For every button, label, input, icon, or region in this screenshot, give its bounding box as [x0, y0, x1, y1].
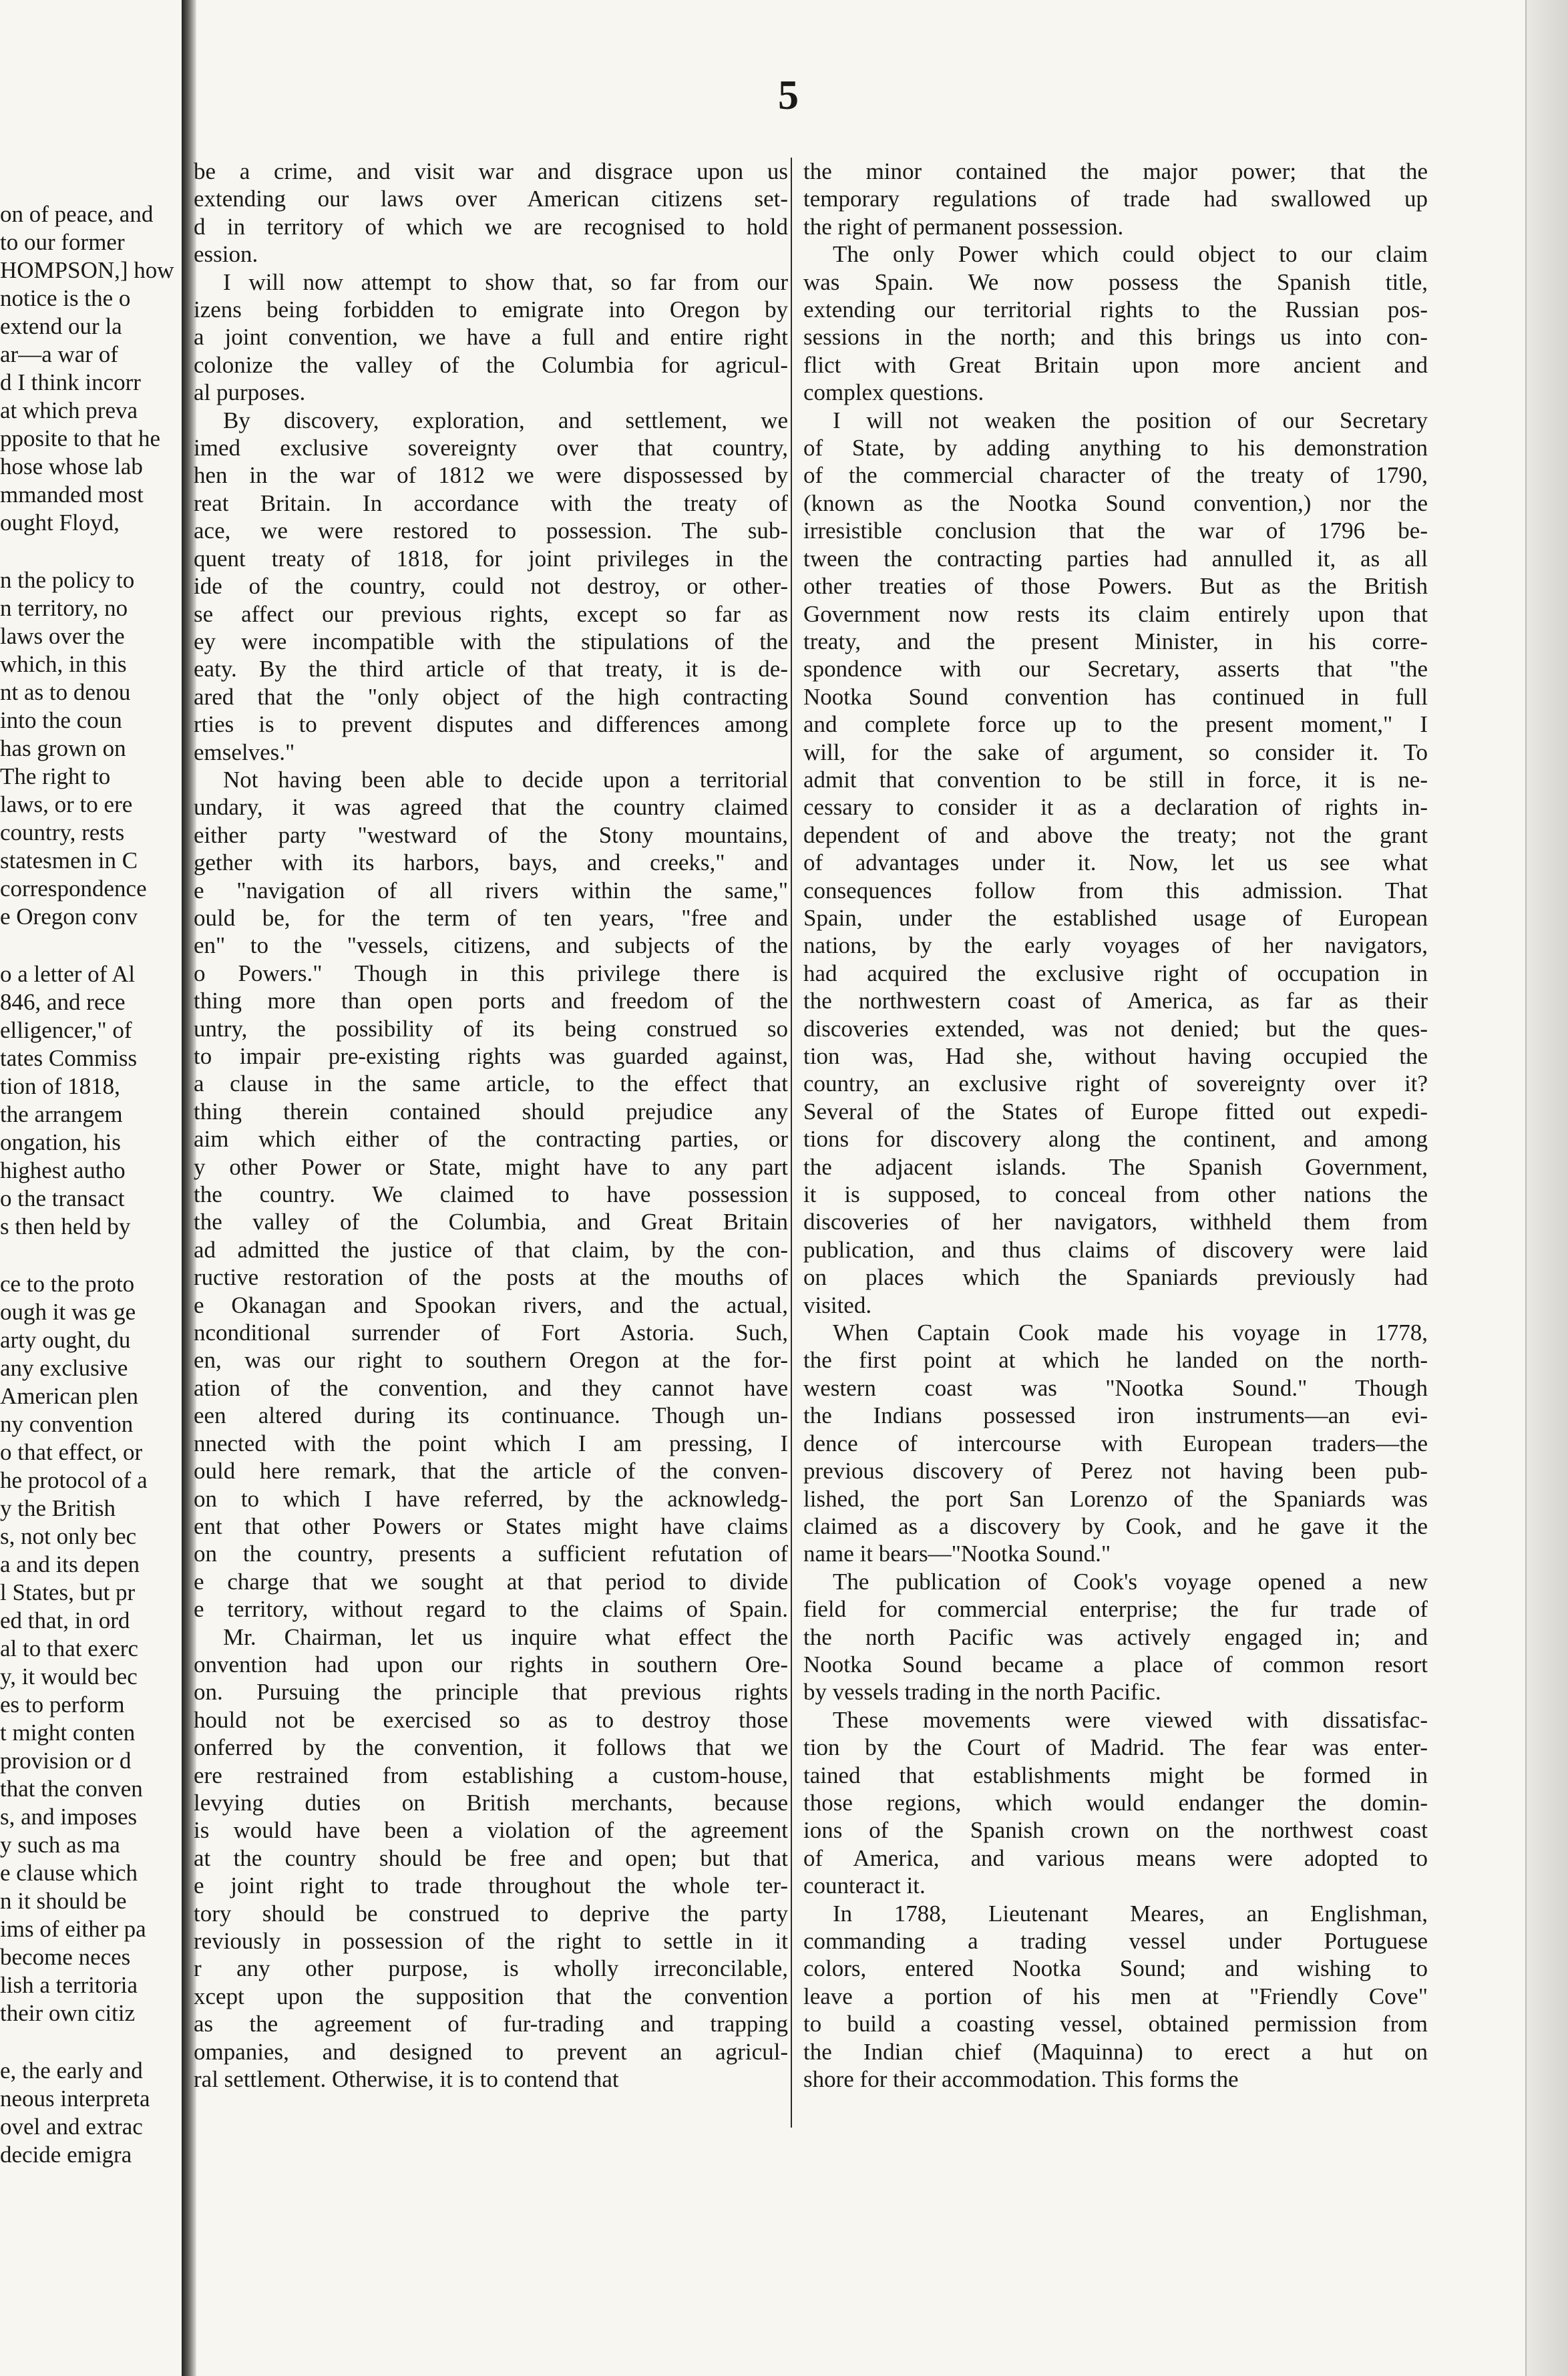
text-line: a and its depen — [0, 1551, 140, 1577]
text-line: on. Pursuing the principle that previous rights — [194, 1679, 788, 1706]
text-line: extend our la — [0, 313, 122, 339]
text-line: ared that the "only object of the high contracting — [194, 683, 788, 710]
text-line: ould here remark, that the article of the conven- — [194, 1458, 788, 1484]
text-line: consequences follow from this admission. That — [803, 877, 1428, 904]
text-line: the first point at which he landed on the north- — [803, 1347, 1428, 1374]
text-line: These movements were viewed with dissatisfac- — [833, 1706, 1428, 1733]
middle-text-column — [194, 158, 788, 2093]
text-line: the adjacent islands. The Spanish Government, — [803, 1153, 1428, 1180]
text-line: 846, and rece — [0, 989, 126, 1015]
text-line: a clause in the same article, to the effect that — [194, 1070, 788, 1097]
text-line: extending our laws over American citizens set- — [194, 186, 788, 212]
text-line: visited. — [803, 1292, 872, 1318]
text-line: field for commercial enterprise; the fur trade of — [803, 1596, 1428, 1623]
text-line: is would have been a violation of the agreement — [194, 1817, 788, 1844]
text-line: laws, or to ere — [0, 791, 133, 817]
text-line: temporary regulations of trade had swallowed up — [803, 186, 1428, 212]
text-line: either party "westward of the Stony mountains, — [194, 821, 788, 848]
right-text-column — [803, 158, 1428, 2093]
text-line: notice is the o — [0, 285, 131, 311]
text-line: discoveries extended, was not denied; but the ques- — [803, 1015, 1428, 1042]
text-line: o the transact — [0, 1185, 125, 1211]
text-line: to our former — [0, 229, 125, 255]
text-line: ent that other Powers or States might have claims — [194, 1513, 788, 1539]
text-line: tion was, Had she, without having occupied the — [803, 1043, 1428, 1069]
text-line: other treaties of those Powers. But as the British — [803, 573, 1428, 600]
text-line: shore for their accommodation. This forms the — [803, 2066, 1239, 2093]
text-line: ompanies, and designed to prevent an agricul- — [194, 2038, 788, 2065]
text-line: ad admitted the justice of that claim, by the con- — [194, 1236, 788, 1263]
text-line: When Captain Cook made his voyage in 1778, — [833, 1320, 1428, 1346]
text-line: colonize the valley of the Columbia for agricul- — [194, 351, 788, 378]
text-line: es to perform — [0, 1692, 125, 1718]
text-line: gether with its harbors, bays, and creeks," and — [194, 849, 788, 876]
text-line: of State, by adding anything to his demonstration — [803, 435, 1428, 461]
text-line: thing more than open ports and freedom of the — [194, 988, 788, 1014]
text-line: of America, and various means were adopted to — [803, 1844, 1428, 1871]
text-line: t might conten — [0, 1720, 136, 1746]
text-line: the Indians possessed iron instruments—an evi- — [803, 1402, 1428, 1429]
text-line: lish a territoria — [0, 1972, 138, 1998]
text-line: rties is to prevent disputes and differences among — [194, 711, 788, 738]
text-line: n the policy to — [0, 567, 135, 593]
text-line: reat Britain. In accordance with the treaty of — [194, 489, 788, 516]
text-line: discoveries of her navigators, withheld them from — [803, 1209, 1428, 1235]
text-line: counteract it. — [803, 1872, 926, 1899]
text-line: tion by the Court of Madrid. The fear was enter- — [803, 1734, 1428, 1761]
text-line: s then held by — [0, 1213, 131, 1239]
text-line: I will now attempt to show that, so far from our — [223, 268, 788, 295]
text-line: ere restrained from establishing a custom-house, — [194, 1762, 788, 1788]
text-line: by vessels trading in the north Pacific. — [803, 1679, 1161, 1706]
text-line: e Oregon conv — [0, 904, 138, 930]
text-line: sessions in the north; and this brings us into con- — [803, 324, 1428, 351]
text-line: Spain, under the established usage of European — [803, 904, 1428, 931]
text-line: emselves." — [194, 739, 295, 765]
text-line: Not having been able to decide upon a territorial — [223, 766, 788, 793]
text-line: publication, and thus claims of discovery were laid — [803, 1236, 1428, 1263]
text-line: statesmen in C — [0, 847, 138, 873]
text-line: y other Power or State, might have to any part — [194, 1153, 788, 1180]
text-line: any exclusive — [0, 1355, 128, 1381]
column-divider — [791, 158, 792, 2128]
text-line: extending our territorial rights to the Russian pos- — [803, 296, 1428, 323]
text-line: y the British — [0, 1495, 116, 1521]
text-line: levying duties on British merchants, because — [194, 1789, 788, 1816]
text-line: and complete force up to the present moment," I — [803, 711, 1428, 738]
text-line: claimed as a discovery by Cook, and he gave it the — [803, 1513, 1428, 1539]
text-line: neous interpreta — [0, 2086, 150, 2112]
text-line: d I think incorr — [0, 369, 141, 395]
text-line: at which preva — [0, 397, 138, 423]
text-line: he protocol of a — [0, 1467, 148, 1493]
text-line: ed that, in ord — [0, 1607, 130, 1633]
text-line: al to that exerc — [0, 1635, 138, 1661]
text-line: By discovery, exploration, and settlement, we — [223, 407, 788, 433]
text-line: ar—a war of — [0, 341, 118, 367]
text-line: on places which the Spaniards previously had — [803, 1264, 1428, 1291]
text-line: the valley of the Columbia, and Great Britain — [194, 1209, 788, 1235]
text-line: o that effect, or — [0, 1439, 143, 1465]
text-line: laws over the — [0, 623, 125, 649]
text-line: HOMPSON,] how — [0, 257, 174, 283]
text-line: Mr. Chairman, let us inquire what effect the — [223, 1623, 788, 1650]
text-line: Nootka Sound became a place of common resort — [803, 1651, 1428, 1677]
text-line: y such as ma — [0, 1832, 120, 1858]
text-line: dence of intercourse with European traders—the — [803, 1430, 1428, 1456]
text-line: ought Floyd, — [0, 510, 120, 536]
text-line: s, not only bec — [0, 1523, 137, 1549]
text-line: that the conven — [0, 1776, 143, 1802]
text-line: ould be, for the term of ten years, "free and — [194, 904, 788, 931]
text-line: the north Pacific was actively engaged in; and — [803, 1623, 1428, 1650]
text-line: ough it was ge — [0, 1299, 136, 1325]
text-line: be a crime, and visit war and disgrace upon us — [194, 158, 788, 184]
text-line: pposite to that he — [0, 425, 161, 451]
text-line: admit that convention to be still in force, it is ne- — [803, 766, 1428, 793]
text-line: nnected with the point which I am pressing, I — [194, 1430, 788, 1456]
text-line: those regions, which would endanger the domin- — [803, 1789, 1428, 1816]
text-line: ation of the convention, and they cannot have — [194, 1374, 788, 1401]
text-line: has grown on — [0, 735, 126, 761]
text-line: en" to the "vessels, citizens, and subjects of the — [194, 932, 788, 959]
text-line: previous discovery of Perez not having been pub- — [803, 1458, 1428, 1484]
text-line: onvention had upon our rights in southern Ore- — [194, 1651, 788, 1677]
text-line: their own citiz — [0, 2000, 136, 2026]
text-line: arty ought, du — [0, 1327, 131, 1353]
text-line: ey were incompatible with the stipulations of the — [194, 628, 788, 654]
text-line: flict with Great Britain upon more ancient and — [803, 351, 1428, 378]
text-line: on of peace, and — [0, 201, 154, 227]
text-line: al purposes. — [194, 379, 306, 406]
text-line: izens being forbidden to emigrate into Oregon by — [194, 296, 788, 323]
text-line: ace, we were restored to possession. The sub- — [194, 518, 788, 544]
text-line: ims of either pa — [0, 1916, 146, 1942]
text-line: The publication of Cook's voyage opened a new — [833, 1568, 1428, 1595]
text-line: e clause which — [0, 1860, 138, 1886]
text-line: tates Commiss — [0, 1045, 138, 1071]
text-line: e Okanagan and Spookan rivers, and the actual, — [194, 1292, 788, 1318]
text-line: western coast was "Nootka Sound." Though — [803, 1374, 1428, 1401]
text-line: nt as to denou — [0, 679, 131, 705]
text-line: eaty. By the third article of that treaty, it is de- — [194, 656, 788, 682]
text-line: lished, the port San Lorenzo of the Spaniards was — [803, 1485, 1428, 1512]
text-line: mmanded most — [0, 481, 144, 508]
text-line: ide of the country, could not destroy, or other- — [194, 573, 788, 600]
page-edge — [1525, 0, 1568, 2376]
text-line: hen in the war of 1812 we were dispossessed by — [194, 462, 788, 489]
text-line: tained that establishments might be formed in — [803, 1762, 1428, 1788]
text-line: will, for the sake of argument, so consider it. To — [803, 739, 1428, 765]
facing-page-column — [0, 200, 180, 2169]
text-line: imed exclusive sovereignty over that country, — [194, 435, 788, 461]
text-line: o Powers." Though in this privilege there is — [194, 960, 788, 986]
text-line: ce to the proto — [0, 1271, 135, 1297]
text-line: tions for discovery along the continent, and among — [803, 1126, 1428, 1153]
text-line: the Indian chief (Maquinna) to erect a hut on — [803, 2038, 1428, 2065]
text-line: country, an exclusive right of sovereignty over it? — [803, 1070, 1428, 1097]
text-line: at the country should be free and open; but that — [194, 1844, 788, 1871]
text-line: of advantages under it. Now, let us see what — [803, 849, 1428, 876]
text-line: o a letter of Al — [0, 961, 136, 987]
text-line: treaty, and the present Minister, in his corre- — [803, 628, 1428, 654]
text-line: s, and imposes — [0, 1804, 138, 1830]
text-line: highest autho — [0, 1157, 126, 1183]
text-line: into the coun — [0, 707, 122, 733]
text-line: ession. — [194, 241, 258, 268]
text-line: name it bears—"Nootka Sound." — [803, 1541, 1111, 1567]
text-line: aim which either of the contracting parties, or — [194, 1126, 788, 1153]
text-line: American plen — [0, 1383, 138, 1409]
text-line: tion of 1818, — [0, 1073, 120, 1099]
text-line: e joint right to trade throughout the whole ter- — [194, 1872, 788, 1899]
text-line: the arrangem — [0, 1101, 123, 1127]
text-line: en, was our right to southern Oregon at the for- — [194, 1347, 788, 1374]
text-line: n it should be — [0, 1888, 127, 1914]
text-line: Government now rests its claim entirely upon that — [803, 600, 1428, 627]
text-line: on the country, presents a sufficient refutation of — [194, 1541, 788, 1567]
text-line: ny convention — [0, 1411, 134, 1437]
text-line: In 1788, Lieutenant Meares, an Englishman, — [833, 1900, 1428, 1927]
text-line: complex questions. — [803, 379, 984, 406]
text-line: commanding a trading vessel under Portuguese — [803, 1928, 1428, 1954]
text-line: reviously in possession of the right to settle in it — [194, 1928, 788, 1954]
text-line: tween the contracting parties had annulled it, as all — [803, 545, 1428, 572]
text-line: was Spain. We now possess the Spanish title, — [803, 268, 1428, 295]
text-line: nations, by the early voyages of her navigators, — [803, 932, 1428, 959]
text-line: The right to — [0, 763, 111, 789]
text-line: se affect our previous rights, except so far as — [194, 600, 788, 627]
text-line: spondence with our Secretary, asserts that "the — [803, 656, 1428, 682]
text-line: The only Power which could object to our claim — [833, 241, 1428, 268]
text-line: e, the early and — [0, 2057, 143, 2084]
text-line: een altered during its continuance. Though un- — [194, 1402, 788, 1429]
text-line: n territory, no — [0, 595, 128, 621]
text-line: ructive restoration of the posts at the mouths of — [194, 1264, 788, 1291]
text-line: Several of the States of Europe fitted out expedi- — [803, 1098, 1428, 1125]
text-line: to build a coasting vessel, obtained permission from — [803, 2011, 1428, 2037]
line-gap — [0, 537, 180, 566]
text-line: on to which I have referred, by the acknowledg- — [194, 1485, 788, 1512]
text-line: hould not be exercised so as to destroy those — [194, 1706, 788, 1733]
text-line: onferred by the convention, it follows that we — [194, 1734, 788, 1761]
page-number: 5 — [778, 73, 799, 118]
text-line: l States, but pr — [0, 1579, 136, 1605]
text-line: the northwestern coast of America, as far as their — [803, 988, 1428, 1014]
text-line: provision or d — [0, 1748, 132, 1774]
line-gap — [0, 2027, 180, 2057]
text-line: e "navigation of all rivers within the same," — [194, 877, 788, 904]
text-line: ongation, his — [0, 1129, 121, 1155]
text-line: become neces — [0, 1944, 131, 1970]
text-line: e territory, without regard to the claims of Spain. — [194, 1596, 788, 1623]
text-line: d in territory of which we are recognised to hold — [194, 213, 788, 240]
text-line: ral settlement. Otherwise, it is to contend that — [194, 2066, 619, 2093]
text-line: to impair pre-existing rights was guarded against, — [194, 1043, 788, 1069]
text-line: colors, entered Nootka Sound; and wishing to — [803, 1955, 1428, 1982]
text-line: which, in this — [0, 651, 127, 677]
text-line: the right of permanent possession. — [803, 213, 1124, 240]
text-line: the country. We claimed to have possession — [194, 1181, 788, 1208]
text-line: hose whose lab — [0, 453, 143, 479]
text-line: I will not weaken the position of our Secretary — [833, 407, 1428, 433]
line-gap — [0, 1241, 180, 1270]
text-line: undary, it was agreed that the country claimed — [194, 794, 788, 821]
line-gap — [0, 931, 180, 960]
text-line: as the agreement of fur-trading and trapping — [194, 2011, 788, 2037]
text-line: e charge that we sought at that period to divide — [194, 1568, 788, 1595]
text-line: correspondence — [0, 875, 147, 902]
text-line: irresistible conclusion that the war of 1796 be- — [803, 518, 1428, 544]
text-line: nconditional surrender of Fort Astoria. Such, — [194, 1320, 788, 1346]
text-line: elligencer," of — [0, 1017, 132, 1043]
text-line: xcept upon the supposition that the convention — [194, 1983, 788, 2009]
text-line: decide emigra — [0, 2142, 132, 2168]
text-line: country, rests — [0, 819, 125, 845]
text-line: it is supposed, to conceal from other nations the — [803, 1181, 1428, 1208]
text-line: ovel and extrac — [0, 2114, 143, 2140]
text-line: Nootka Sound convention has continued in full — [803, 683, 1428, 710]
text-line: the minor contained the major power; that the — [803, 158, 1428, 184]
text-line: y, it would bec — [0, 1663, 138, 1690]
text-line: (known as the Nootka Sound convention,) nor the — [803, 489, 1428, 516]
text-line: cessary to consider it as a declaration of rights in- — [803, 794, 1428, 821]
text-line: dependent of and above the treaty; not the grant — [803, 821, 1428, 848]
text-line: had acquired the exclusive right of occupation in — [803, 960, 1428, 986]
text-line: a joint convention, we have a full and entire right — [194, 324, 788, 351]
text-line: of the commercial character of the treaty of 1790, — [803, 462, 1428, 489]
text-line: tory should be construed to deprive the party — [194, 1900, 788, 1927]
text-line: thing therein contained should prejudice any — [194, 1098, 788, 1125]
text-line: ions of the Spanish crown on the northwest coast — [803, 1817, 1428, 1844]
text-line: untry, the possibility of its being construed so — [194, 1015, 788, 1042]
text-line: r any other purpose, is wholly irreconcilable, — [194, 1955, 788, 1982]
text-line: leave a portion of his men at "Friendly Cove" — [803, 1983, 1428, 2009]
text-line: quent treaty of 1818, for joint privileges in the — [194, 545, 788, 572]
